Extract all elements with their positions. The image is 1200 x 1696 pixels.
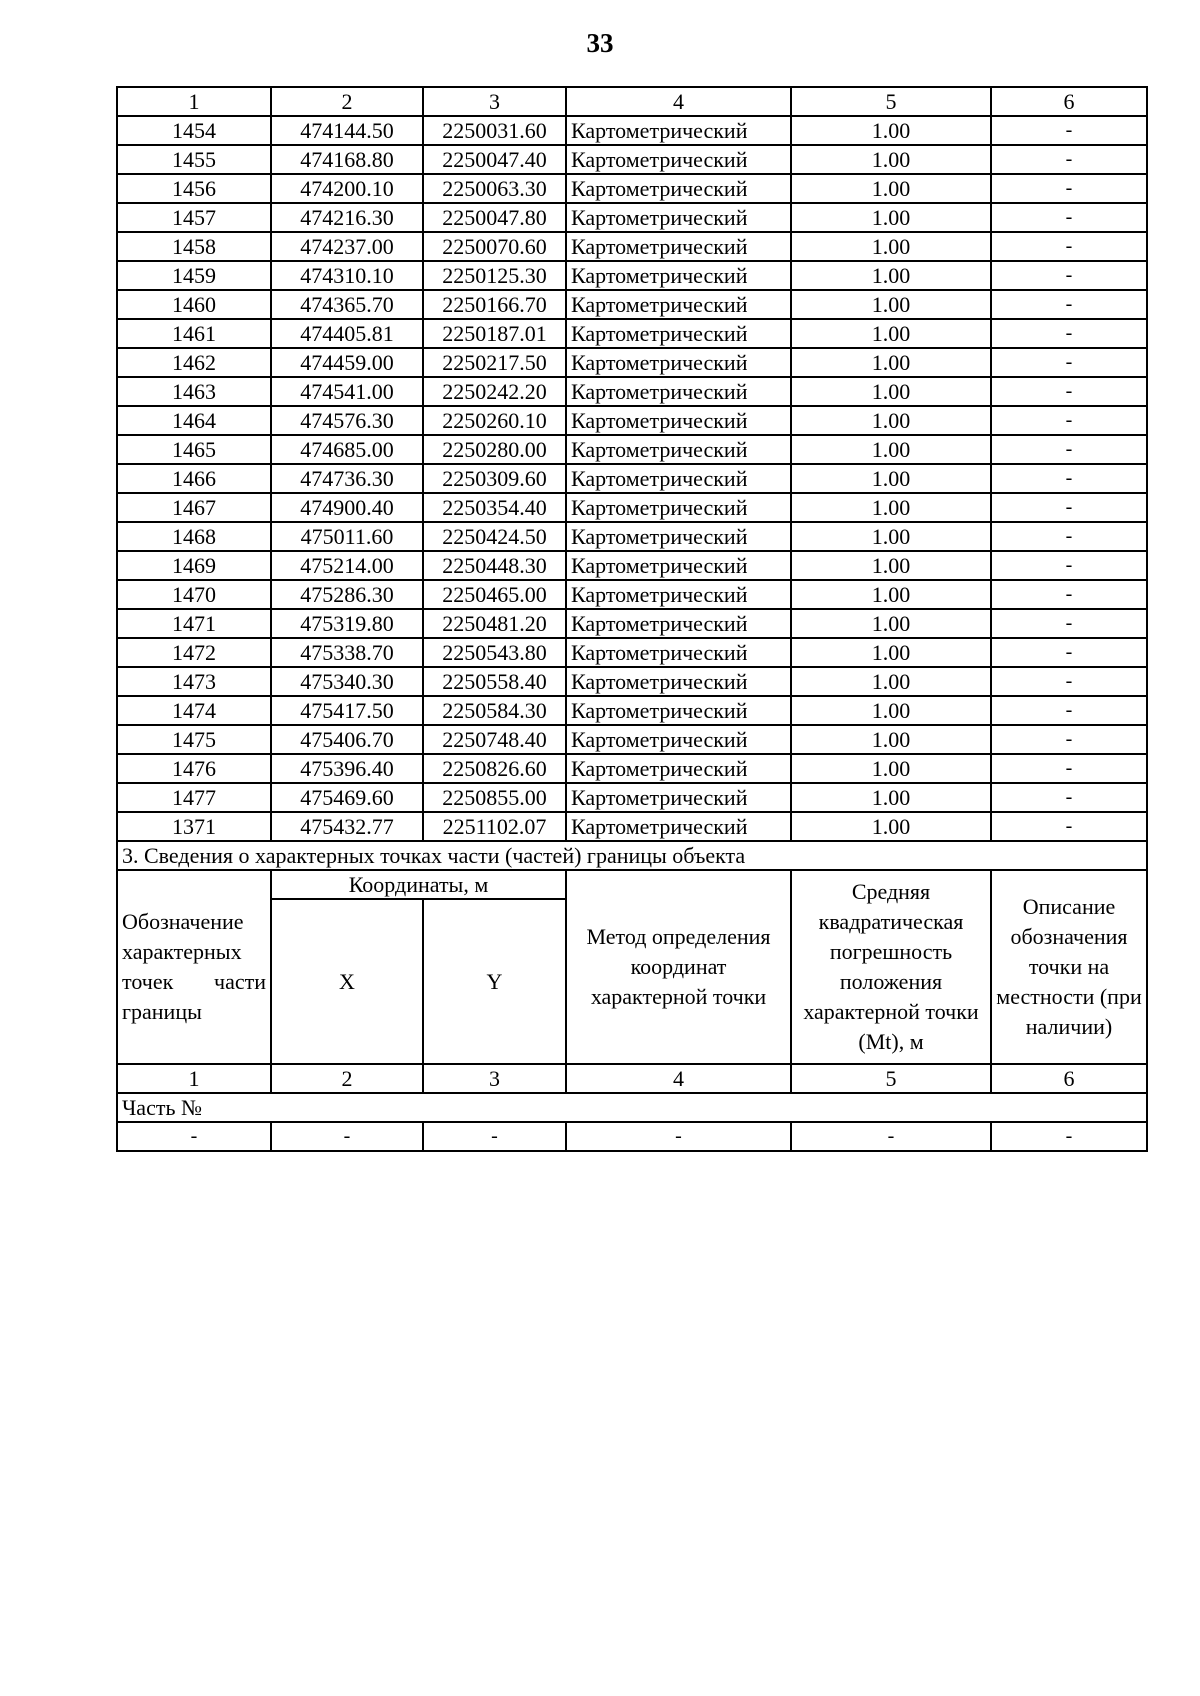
error-header: Средняя квадратическая погрешность положения характерной точки (Mt), м bbox=[791, 870, 991, 1064]
accuracy-cell: 1.00 bbox=[791, 783, 991, 812]
column-number: 2 bbox=[271, 1064, 423, 1093]
section-header-row-1 bbox=[117, 870, 1147, 899]
method-cell: Картометрический bbox=[566, 348, 791, 377]
method-cell: Картометрический bbox=[566, 435, 791, 464]
method-cell: Картометрический bbox=[566, 203, 791, 232]
designation-header-word: части bbox=[214, 969, 266, 994]
accuracy-cell: 1.00 bbox=[791, 406, 991, 435]
accuracy-cell: 1.00 bbox=[791, 435, 991, 464]
description-cell: - bbox=[991, 116, 1147, 145]
description-cell: - bbox=[991, 203, 1147, 232]
method-cell: Картометрический bbox=[566, 116, 791, 145]
description-cell: - bbox=[991, 754, 1147, 783]
method-cell: Картометрический bbox=[566, 696, 791, 725]
point-id-cell: 1455 bbox=[117, 145, 271, 174]
table-row bbox=[117, 232, 1147, 261]
column-number: 3 bbox=[423, 87, 566, 116]
point-id-cell: 1467 bbox=[117, 493, 271, 522]
method-cell: Картометрический bbox=[566, 493, 791, 522]
point-id-cell: 1371 bbox=[117, 812, 271, 841]
table-row bbox=[117, 667, 1147, 696]
x-coordinate-cell: 474200.10 bbox=[271, 174, 423, 203]
empty-data-row bbox=[117, 1122, 1147, 1151]
x-coordinate-cell: 474685.00 bbox=[271, 435, 423, 464]
y-coordinate-cell: 2250424.50 bbox=[423, 522, 566, 551]
accuracy-cell: 1.00 bbox=[791, 667, 991, 696]
description-cell: - bbox=[991, 290, 1147, 319]
method-cell: Картометрический bbox=[566, 812, 791, 841]
method-cell: Картометрический bbox=[566, 464, 791, 493]
x-coordinate-cell: 474541.00 bbox=[271, 377, 423, 406]
coordinates-header: Координаты, м bbox=[271, 870, 566, 899]
method-cell: Картометрический bbox=[566, 145, 791, 174]
description-cell: - bbox=[991, 464, 1147, 493]
accuracy-cell: 1.00 bbox=[791, 174, 991, 203]
point-id-cell: 1454 bbox=[117, 116, 271, 145]
accuracy-cell: 1.00 bbox=[791, 145, 991, 174]
x-coordinate-cell: 475469.60 bbox=[271, 783, 423, 812]
x-coordinate-cell: 475319.80 bbox=[271, 609, 423, 638]
designation-header-line bbox=[122, 967, 266, 997]
x-coordinate-cell: 475338.70 bbox=[271, 638, 423, 667]
column-number: 5 bbox=[791, 1064, 991, 1093]
table-row bbox=[117, 754, 1147, 783]
y-coordinate-cell: 2250543.80 bbox=[423, 638, 566, 667]
x-coordinate-cell: 474237.00 bbox=[271, 232, 423, 261]
description-cell: - bbox=[991, 667, 1147, 696]
table-row bbox=[117, 406, 1147, 435]
method-cell: Картометрический bbox=[566, 754, 791, 783]
page-number: 33 bbox=[586, 28, 614, 58]
table-cell: - bbox=[271, 1122, 423, 1151]
x-coordinate-cell: 475432.77 bbox=[271, 812, 423, 841]
point-id-cell: 1471 bbox=[117, 609, 271, 638]
accuracy-cell: 1.00 bbox=[791, 290, 991, 319]
method-cell: Картометрический bbox=[566, 522, 791, 551]
method-cell: Картометрический bbox=[566, 261, 791, 290]
accuracy-cell: 1.00 bbox=[791, 580, 991, 609]
table-row bbox=[117, 377, 1147, 406]
y-coordinate-cell: 2250354.40 bbox=[423, 493, 566, 522]
accuracy-cell: 1.00 bbox=[791, 812, 991, 841]
boundary-points-table bbox=[116, 86, 1148, 1152]
section-column-number-row bbox=[117, 1064, 1147, 1093]
designation-header bbox=[117, 870, 271, 1064]
accuracy-cell: 1.00 bbox=[791, 348, 991, 377]
point-id-cell: 1468 bbox=[117, 522, 271, 551]
point-id-cell: 1459 bbox=[117, 261, 271, 290]
part-label-row bbox=[117, 1093, 1147, 1122]
table-cell: - bbox=[791, 1122, 991, 1151]
point-id-cell: 1477 bbox=[117, 783, 271, 812]
x-coordinate-cell: 474168.80 bbox=[271, 145, 423, 174]
accuracy-cell: 1.00 bbox=[791, 551, 991, 580]
point-id-cell: 1460 bbox=[117, 290, 271, 319]
point-id-cell: 1475 bbox=[117, 725, 271, 754]
column-number: 4 bbox=[566, 87, 791, 116]
accuracy-cell: 1.00 bbox=[791, 261, 991, 290]
x-coordinate-cell: 474216.30 bbox=[271, 203, 423, 232]
table-cell: - bbox=[991, 1122, 1147, 1151]
description-cell: - bbox=[991, 609, 1147, 638]
point-id-cell: 1461 bbox=[117, 319, 271, 348]
y-coordinate-cell: 2250260.10 bbox=[423, 406, 566, 435]
designation-header-line: характерных bbox=[122, 939, 242, 964]
point-id-cell: 1470 bbox=[117, 580, 271, 609]
method-cell: Картометрический bbox=[566, 406, 791, 435]
column-number: 1 bbox=[117, 1064, 271, 1093]
table-row bbox=[117, 464, 1147, 493]
accuracy-cell: 1.00 bbox=[791, 493, 991, 522]
x-coordinate-cell: 474405.81 bbox=[271, 319, 423, 348]
y-coordinate-cell: 2250558.40 bbox=[423, 667, 566, 696]
y-coordinate-cell: 2250047.40 bbox=[423, 145, 566, 174]
y-coordinate-cell: 2250125.30 bbox=[423, 261, 566, 290]
accuracy-cell: 1.00 bbox=[791, 203, 991, 232]
description-cell: - bbox=[991, 261, 1147, 290]
point-id-cell: 1463 bbox=[117, 377, 271, 406]
accuracy-cell: 1.00 bbox=[791, 464, 991, 493]
point-id-cell: 1462 bbox=[117, 348, 271, 377]
y-coordinate-cell: 2250063.30 bbox=[423, 174, 566, 203]
table-row bbox=[117, 116, 1147, 145]
table-row bbox=[117, 174, 1147, 203]
point-id-cell: 1464 bbox=[117, 406, 271, 435]
description-cell: - bbox=[991, 174, 1147, 203]
accuracy-cell: 1.00 bbox=[791, 232, 991, 261]
column-number: 2 bbox=[271, 87, 423, 116]
point-id-cell: 1465 bbox=[117, 435, 271, 464]
table-row bbox=[117, 783, 1147, 812]
description-cell: - bbox=[991, 377, 1147, 406]
point-id-cell: 1476 bbox=[117, 754, 271, 783]
x-coordinate-cell: 475214.00 bbox=[271, 551, 423, 580]
y-coordinate-cell: 2250070.60 bbox=[423, 232, 566, 261]
column-number: 3 bbox=[423, 1064, 566, 1093]
method-cell: Картометрический bbox=[566, 232, 791, 261]
method-cell: Картометрический bbox=[566, 638, 791, 667]
x-coordinate-cell: 474459.00 bbox=[271, 348, 423, 377]
column-number-row bbox=[117, 87, 1147, 116]
table-row bbox=[117, 812, 1147, 841]
x-coordinate-cell: 475340.30 bbox=[271, 667, 423, 696]
accuracy-cell: 1.00 bbox=[791, 319, 991, 348]
table-row bbox=[117, 145, 1147, 174]
y-coordinate-cell: 2250031.60 bbox=[423, 116, 566, 145]
description-cell: - bbox=[991, 522, 1147, 551]
description-cell: - bbox=[991, 725, 1147, 754]
y-coordinate-cell: 2250166.70 bbox=[423, 290, 566, 319]
method-header: Метод определения координат характерной точки bbox=[566, 870, 791, 1064]
accuracy-cell: 1.00 bbox=[791, 609, 991, 638]
description-cell: - bbox=[991, 435, 1147, 464]
method-cell: Картометрический bbox=[566, 174, 791, 203]
description-cell: - bbox=[991, 783, 1147, 812]
y-coordinate-cell: 2250748.40 bbox=[423, 725, 566, 754]
table-row bbox=[117, 493, 1147, 522]
accuracy-cell: 1.00 bbox=[791, 725, 991, 754]
y-coordinate-cell: 2250465.00 bbox=[423, 580, 566, 609]
column-number: 6 bbox=[991, 1064, 1147, 1093]
column-number: 1 bbox=[117, 87, 271, 116]
description-cell: - bbox=[991, 696, 1147, 725]
description-cell: - bbox=[991, 551, 1147, 580]
x-coordinate-cell: 475396.40 bbox=[271, 754, 423, 783]
method-cell: Картометрический bbox=[566, 377, 791, 406]
y-coordinate-cell: 2250309.60 bbox=[423, 464, 566, 493]
method-cell: Картометрический bbox=[566, 783, 791, 812]
column-number: 6 bbox=[991, 87, 1147, 116]
section-title-row bbox=[117, 841, 1147, 870]
x-coordinate-cell: 474310.10 bbox=[271, 261, 423, 290]
y-coordinate-cell: 2250826.60 bbox=[423, 754, 566, 783]
point-id-cell: 1458 bbox=[117, 232, 271, 261]
y-coordinate-cell: 2250187.01 bbox=[423, 319, 566, 348]
y-coordinate-cell: 2250448.30 bbox=[423, 551, 566, 580]
method-cell: Картометрический bbox=[566, 551, 791, 580]
method-cell: Картометрический bbox=[566, 725, 791, 754]
point-id-cell: 1473 bbox=[117, 667, 271, 696]
table-row bbox=[117, 725, 1147, 754]
table-row bbox=[117, 522, 1147, 551]
x-coordinate-cell: 474144.50 bbox=[271, 116, 423, 145]
description-cell: - bbox=[991, 493, 1147, 522]
accuracy-cell: 1.00 bbox=[791, 116, 991, 145]
accuracy-cell: 1.00 bbox=[791, 754, 991, 783]
table-row bbox=[117, 348, 1147, 377]
table-cell: - bbox=[117, 1122, 271, 1151]
description-cell: - bbox=[991, 319, 1147, 348]
description-header: Описание обозначения точки на местности (при наличии) bbox=[991, 870, 1147, 1064]
point-id-cell: 1469 bbox=[117, 551, 271, 580]
table-row bbox=[117, 551, 1147, 580]
y-coordinate-cell: 2250242.20 bbox=[423, 377, 566, 406]
table-row bbox=[117, 319, 1147, 348]
x-coordinate-cell: 475011.60 bbox=[271, 522, 423, 551]
method-cell: Картометрический bbox=[566, 290, 791, 319]
point-id-cell: 1466 bbox=[117, 464, 271, 493]
column-number: 4 bbox=[566, 1064, 791, 1093]
y-coordinate-cell: 2251102.07 bbox=[423, 812, 566, 841]
part-label: Часть № bbox=[117, 1093, 1147, 1122]
y-coordinate-cell: 2250047.80 bbox=[423, 203, 566, 232]
method-cell: Картометрический bbox=[566, 319, 791, 348]
column-number: 5 bbox=[791, 87, 991, 116]
table-row bbox=[117, 261, 1147, 290]
y-coordinate-cell: 2250481.20 bbox=[423, 609, 566, 638]
x-coordinate-cell: 474576.30 bbox=[271, 406, 423, 435]
table-row bbox=[117, 290, 1147, 319]
description-cell: - bbox=[991, 406, 1147, 435]
description-cell: - bbox=[991, 812, 1147, 841]
y-coordinate-cell: 2250217.50 bbox=[423, 348, 566, 377]
method-cell: Картометрический bbox=[566, 667, 791, 696]
description-cell: - bbox=[991, 580, 1147, 609]
x-coordinate-cell: 475406.70 bbox=[271, 725, 423, 754]
y-coordinate-cell: 2250855.00 bbox=[423, 783, 566, 812]
table-cell: - bbox=[566, 1122, 791, 1151]
table-row bbox=[117, 435, 1147, 464]
table-row bbox=[117, 203, 1147, 232]
description-cell: - bbox=[991, 638, 1147, 667]
x-coordinate-cell: 474900.40 bbox=[271, 493, 423, 522]
method-cell: Картометрический bbox=[566, 580, 791, 609]
accuracy-cell: 1.00 bbox=[791, 522, 991, 551]
x-header: X bbox=[271, 899, 423, 1064]
x-coordinate-cell: 474365.70 bbox=[271, 290, 423, 319]
x-coordinate-cell: 475417.50 bbox=[271, 696, 423, 725]
point-id-cell: 1457 bbox=[117, 203, 271, 232]
method-cell: Картометрический bbox=[566, 609, 791, 638]
accuracy-cell: 1.00 bbox=[791, 377, 991, 406]
designation-header-line: границы bbox=[122, 999, 202, 1024]
point-id-cell: 1474 bbox=[117, 696, 271, 725]
description-cell: - bbox=[991, 348, 1147, 377]
y-header: Y bbox=[423, 899, 566, 1064]
designation-header-line: Обозначение bbox=[122, 909, 244, 934]
table-row bbox=[117, 609, 1147, 638]
table-row bbox=[117, 696, 1147, 725]
x-coordinate-cell: 475286.30 bbox=[271, 580, 423, 609]
y-coordinate-cell: 2250584.30 bbox=[423, 696, 566, 725]
point-id-cell: 1472 bbox=[117, 638, 271, 667]
section-title: 3. Сведения о характерных точках части (частей) границы объекта bbox=[117, 841, 1147, 870]
y-coordinate-cell: 2250280.00 bbox=[423, 435, 566, 464]
accuracy-cell: 1.00 bbox=[791, 696, 991, 725]
x-coordinate-cell: 474736.30 bbox=[271, 464, 423, 493]
table-row bbox=[117, 638, 1147, 667]
table-cell: - bbox=[423, 1122, 566, 1151]
description-cell: - bbox=[991, 232, 1147, 261]
designation-header-word: точек bbox=[122, 969, 174, 994]
point-id-cell: 1456 bbox=[117, 174, 271, 203]
table-row bbox=[117, 580, 1147, 609]
accuracy-cell: 1.00 bbox=[791, 638, 991, 667]
description-cell: - bbox=[991, 145, 1147, 174]
